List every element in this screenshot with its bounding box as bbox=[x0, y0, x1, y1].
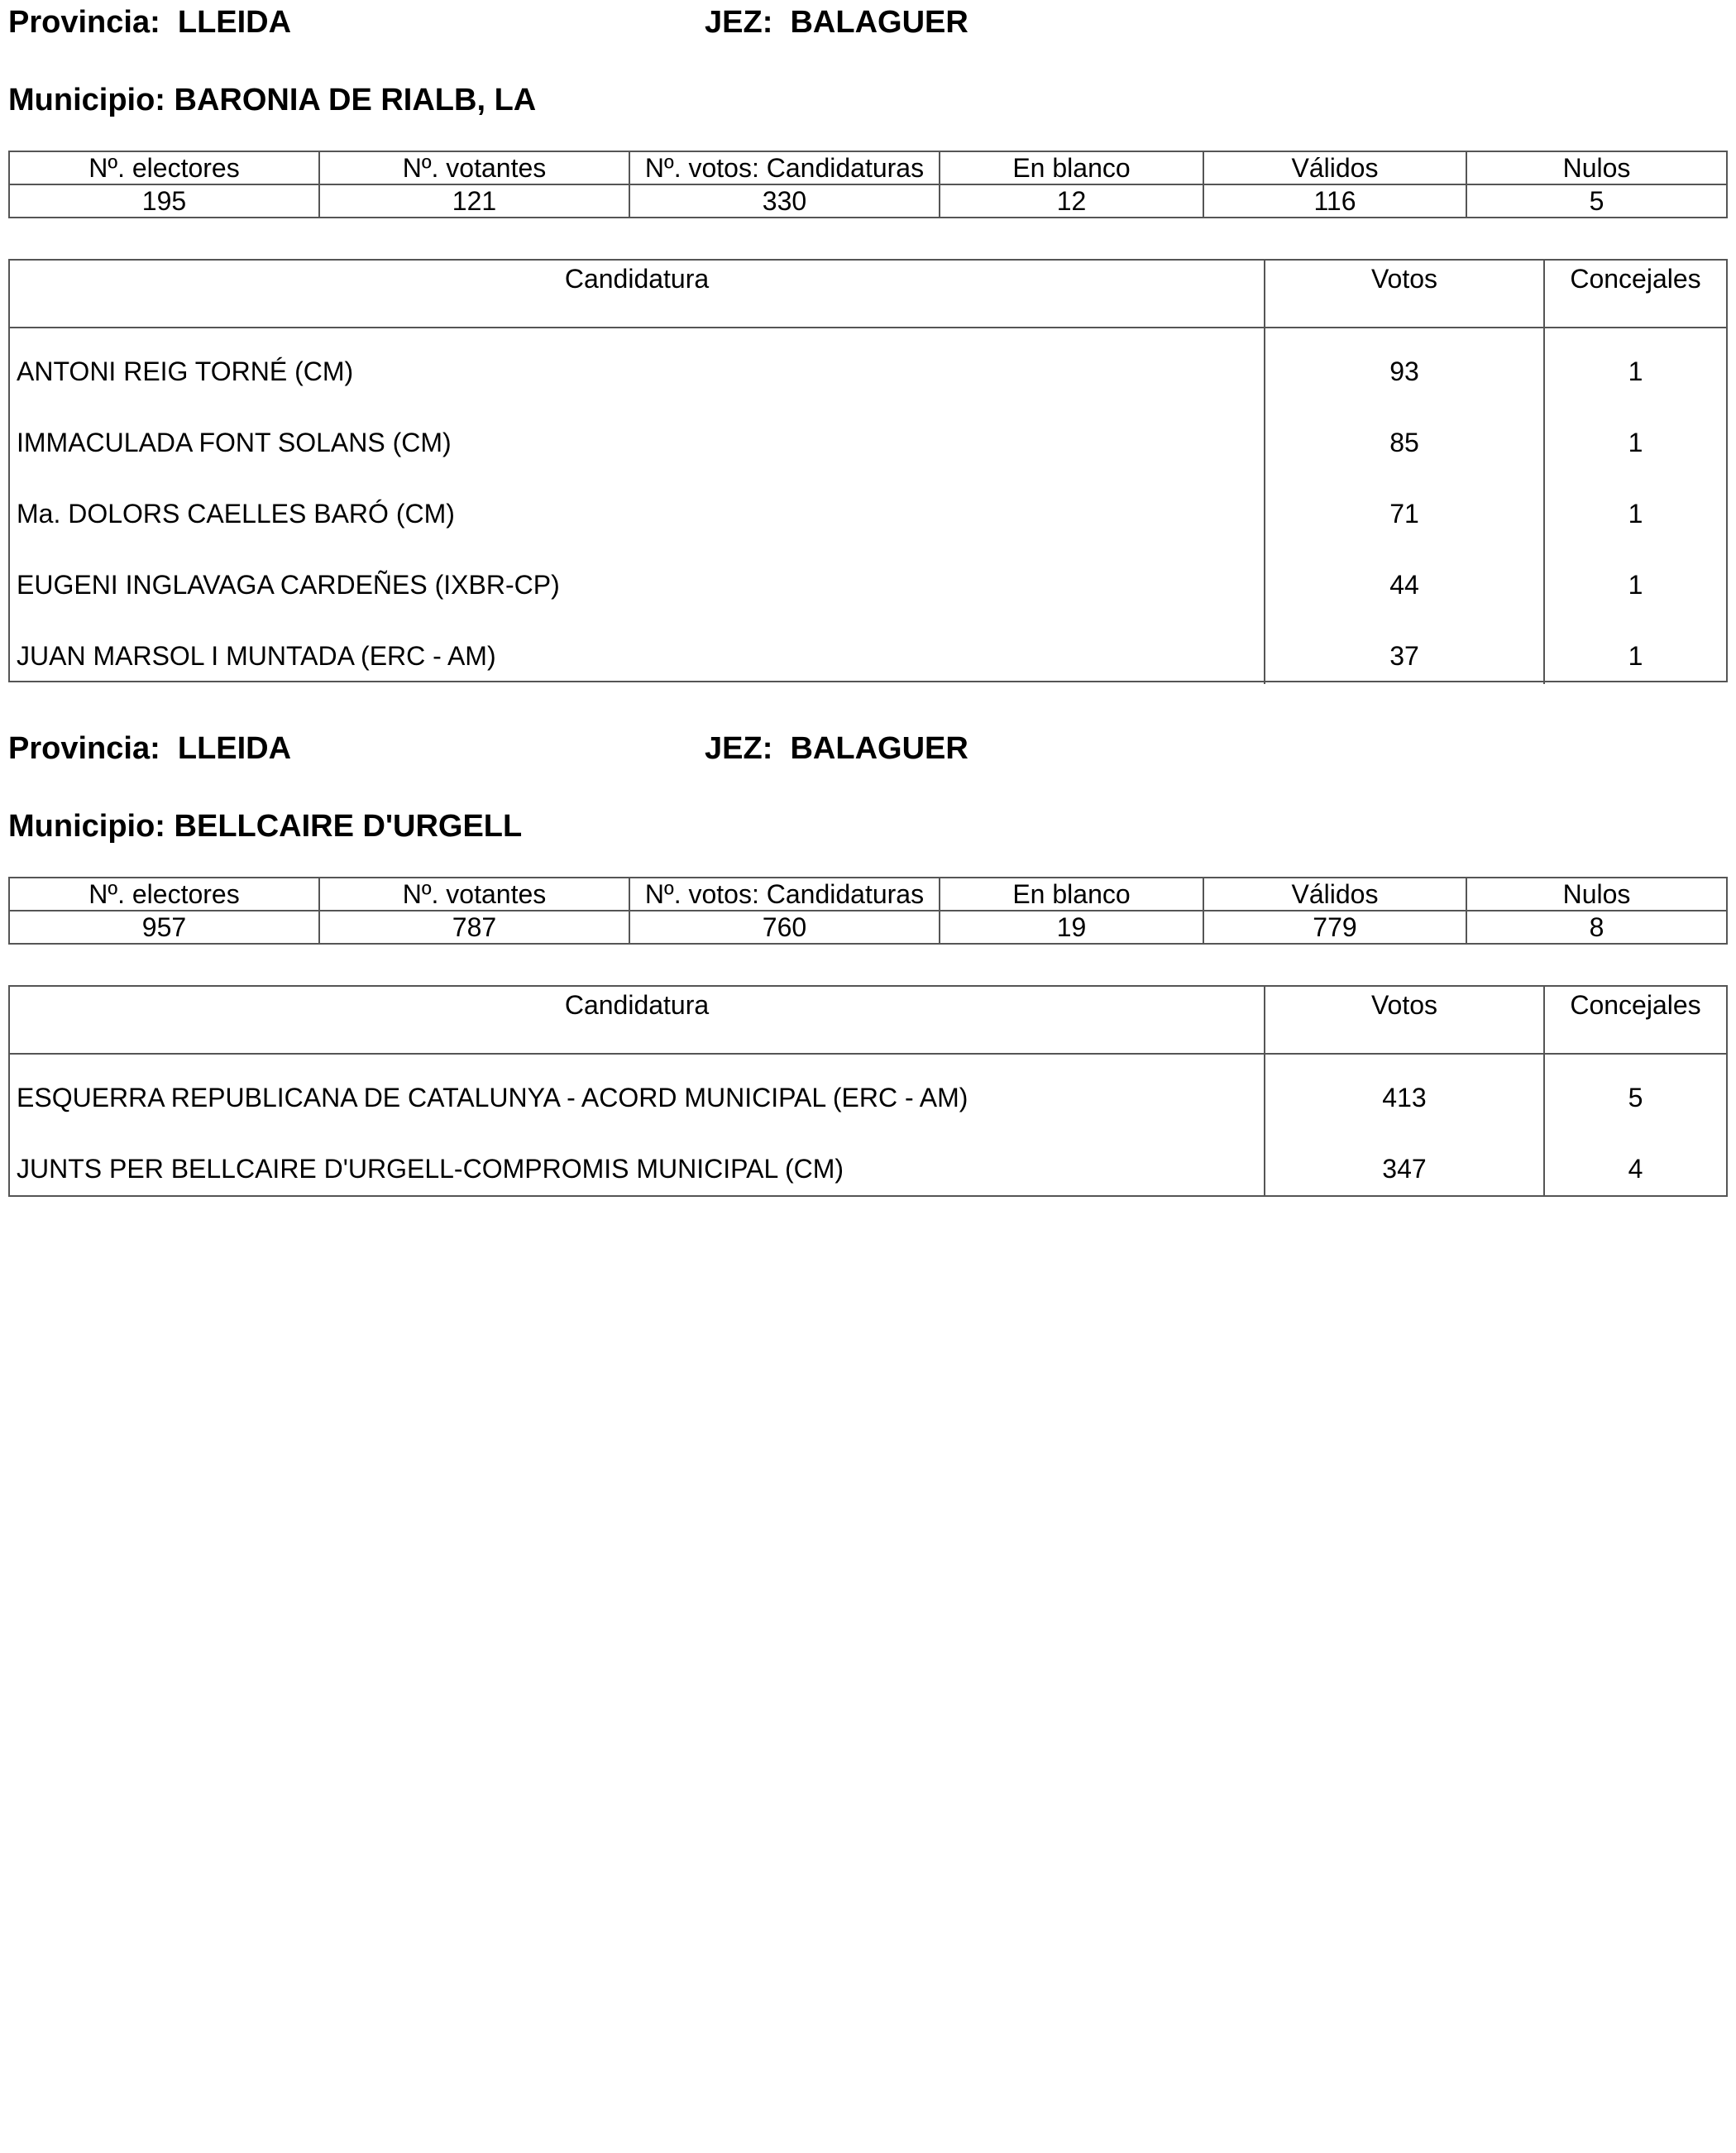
candidate-name: JUNTS PER BELLCAIRE D'URGELL-COMPROMIS MUNICIPAL (CM) bbox=[17, 1154, 844, 1184]
header-votantes: Nº. votantes bbox=[319, 878, 629, 911]
jez-label: JEZ: bbox=[705, 731, 773, 766]
header-validos: Válidos bbox=[1203, 878, 1466, 911]
value-votantes: 121 bbox=[319, 184, 629, 218]
header-nulos: Nulos bbox=[1466, 878, 1727, 911]
provincia-label: Provincia: bbox=[8, 731, 160, 766]
jez-value: BALAGUER bbox=[790, 5, 968, 40]
provincia-value: LLEIDA bbox=[177, 5, 292, 40]
stats-value-row bbox=[9, 184, 1727, 218]
header-votos: Votos bbox=[1264, 987, 1543, 1053]
candidate-name: IMMACULADA FONT SOLANS (CM) bbox=[17, 428, 452, 457]
header-votantes: Nº. votantes bbox=[319, 151, 629, 184]
candidate-votos: 347 bbox=[1264, 1126, 1543, 1197]
value-votantes: 787 bbox=[319, 911, 629, 944]
value-nulos: 8 bbox=[1466, 911, 1727, 944]
header-concejales: Concejales bbox=[1543, 987, 1726, 1053]
municipio-heading bbox=[8, 84, 536, 116]
table-row bbox=[10, 613, 1726, 684]
municipio-label: Municipio: bbox=[8, 809, 165, 844]
jez-heading bbox=[705, 733, 968, 764]
value-electores: 195 bbox=[9, 184, 319, 218]
value-validos: 116 bbox=[1203, 184, 1466, 218]
value-nulos: 5 bbox=[1466, 184, 1727, 218]
stats-table bbox=[8, 151, 1728, 218]
stats-header-row bbox=[9, 878, 1727, 911]
header-votos-candidaturas: Nº. votos: Candidaturas bbox=[629, 151, 940, 184]
candidates-table bbox=[8, 985, 1728, 1197]
municipio-value: BARONIA DE RIALB, LA bbox=[174, 83, 537, 117]
header-candidatura: Candidatura bbox=[564, 264, 710, 294]
jez-label: JEZ: bbox=[705, 5, 773, 40]
candidate-name: EUGENI INGLAVAGA CARDEÑES (IXBR-CP) bbox=[17, 570, 560, 600]
candidate-votos: 93 bbox=[1264, 328, 1543, 400]
value-votos-candidaturas: 330 bbox=[629, 184, 940, 218]
table-row bbox=[10, 328, 1726, 400]
candidate-votos: 413 bbox=[1264, 1055, 1543, 1126]
candidates-header-row bbox=[10, 261, 1726, 328]
candidate-votos: 37 bbox=[1264, 613, 1543, 684]
header-validos: Válidos bbox=[1203, 151, 1466, 184]
municipio-heading bbox=[8, 811, 522, 842]
section-bellcaire bbox=[8, 726, 1728, 1206]
jez-value: BALAGUER bbox=[790, 731, 968, 766]
table-row bbox=[10, 542, 1726, 613]
candidate-concejales: 4 bbox=[1543, 1126, 1726, 1197]
table-row bbox=[10, 1126, 1726, 1197]
stats-table bbox=[8, 877, 1728, 945]
provincia-heading bbox=[8, 7, 291, 38]
value-en-blanco: 12 bbox=[940, 184, 1203, 218]
candidate-name: Ma. DOLORS CAELLES BARÓ (CM) bbox=[17, 499, 455, 529]
header-votos-candidaturas: Nº. votos: Candidaturas bbox=[629, 878, 940, 911]
candidates-header-row bbox=[10, 987, 1726, 1055]
header-en-blanco: En blanco bbox=[940, 151, 1203, 184]
candidate-name: ESQUERRA REPUBLICANA DE CATALUNYA - ACORD MUNICIPAL (ERC - AM) bbox=[17, 1083, 968, 1112]
value-en-blanco: 19 bbox=[940, 911, 1203, 944]
jez-heading bbox=[705, 7, 968, 38]
candidate-concejales: 1 bbox=[1543, 542, 1726, 613]
table-row bbox=[10, 400, 1726, 471]
provincia-value: LLEIDA bbox=[177, 731, 292, 766]
candidate-concejales: 1 bbox=[1543, 471, 1726, 542]
municipio-value: BELLCAIRE D'URGELL bbox=[174, 809, 523, 844]
candidate-concejales: 1 bbox=[1543, 400, 1726, 471]
header-concejales: Concejales bbox=[1543, 261, 1726, 327]
header-votos: Votos bbox=[1264, 261, 1543, 327]
header-electores: Nº. electores bbox=[9, 878, 319, 911]
candidates-table bbox=[8, 259, 1728, 682]
section-baronia bbox=[8, 0, 1728, 687]
header-candidatura: Candidatura bbox=[564, 990, 710, 1020]
candidate-concejales: 5 bbox=[1543, 1055, 1726, 1126]
provincia-label: Provincia: bbox=[8, 5, 160, 40]
header-electores: Nº. electores bbox=[9, 151, 319, 184]
municipio-label: Municipio: bbox=[8, 83, 165, 117]
candidate-name: ANTONI REIG TORNÉ (CM) bbox=[17, 356, 354, 386]
header-nulos: Nulos bbox=[1466, 151, 1727, 184]
table-row bbox=[10, 471, 1726, 542]
candidate-votos: 85 bbox=[1264, 400, 1543, 471]
value-votos-candidaturas: 760 bbox=[629, 911, 940, 944]
candidate-votos: 44 bbox=[1264, 542, 1543, 613]
candidate-concejales: 1 bbox=[1543, 613, 1726, 684]
candidate-name: JUAN MARSOL I MUNTADA (ERC - AM) bbox=[17, 641, 496, 671]
candidate-concejales: 1 bbox=[1543, 328, 1726, 400]
value-validos: 779 bbox=[1203, 911, 1466, 944]
candidate-votos: 71 bbox=[1264, 471, 1543, 542]
stats-value-row bbox=[9, 911, 1727, 944]
header-en-blanco: En blanco bbox=[940, 878, 1203, 911]
stats-header-row bbox=[9, 151, 1727, 184]
provincia-heading bbox=[8, 733, 291, 764]
value-electores: 957 bbox=[9, 911, 319, 944]
table-row bbox=[10, 1055, 1726, 1126]
